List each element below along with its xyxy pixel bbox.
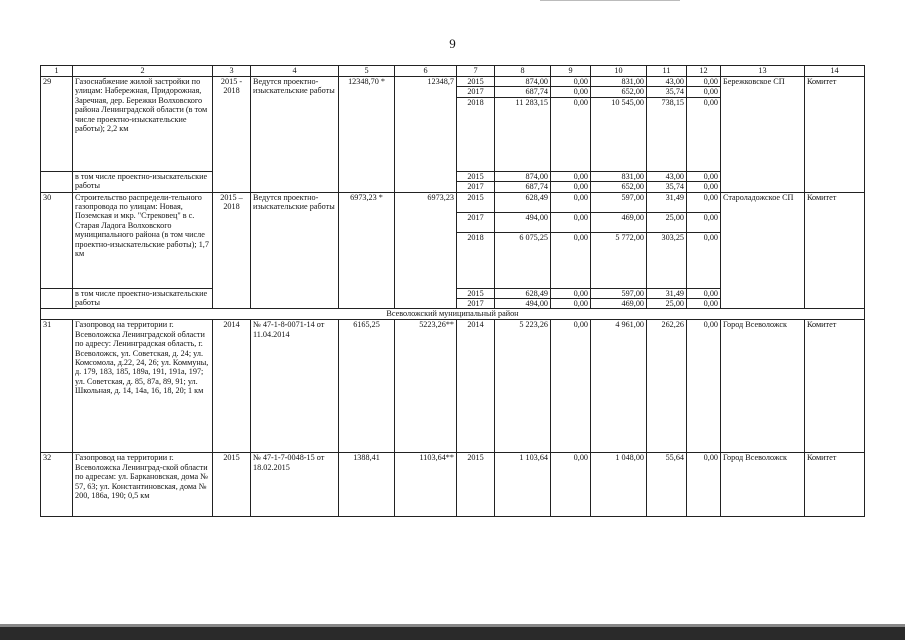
sub-label: в том числе проектно-изыскательские работы	[73, 171, 213, 192]
value-cell: 652,00	[591, 87, 647, 97]
value-cell: 0,00	[687, 212, 721, 232]
value-cell: 597,00	[591, 192, 647, 212]
year-cell: 2015	[457, 192, 495, 212]
cost: 6973,23 *	[339, 192, 395, 309]
value-cell: 1 048,00	[591, 453, 647, 517]
year-cell: 2017	[457, 182, 495, 192]
value-cell: 628,49	[495, 192, 551, 212]
value-cell: 0,00	[551, 288, 591, 298]
value-cell: 494,00	[495, 212, 551, 232]
page-number: 9	[449, 36, 456, 51]
year-cell: 2018	[457, 97, 495, 171]
settlement: Город Всеволожск	[721, 453, 805, 517]
value-cell: 0,00	[687, 299, 721, 309]
status: Ведутся проектно-изыскательские работы	[251, 77, 339, 193]
object-name: Газоснабжение жилой застройки по улицам: Набережная, Придорожная, Заречная, дер. Бережки Волховского района Ленинградской области (в том числе проектно-изыскательские работы); 2,2 км	[73, 77, 213, 172]
object-name: Газопровод на территории г. Всеволожска Ленинградской области по адресу: Ленинградская область, г. Всеволожск, ул. Советская, д. 24; ул. Комсомола, д.22, 24, 26; ул. Коммуны, д. 179, 183, 185, 189а, 191, 191а, 197; ул. Советская, д. 85, 87а, 89, 91; ул. Школьная, д. 14, 14а, 16, 18, 20; 1 км	[73, 320, 213, 453]
value-cell: 687,74	[495, 182, 551, 192]
value-cell: 0,00	[551, 212, 591, 232]
row-number: 29	[41, 77, 73, 172]
row-number: 30	[41, 192, 73, 288]
scan-artifact-line	[540, 0, 680, 1]
value-cell: 35,74	[647, 182, 687, 192]
value-cell: 0,00	[687, 453, 721, 517]
total: 5223,26**	[395, 320, 457, 453]
value-cell: 0,00	[551, 299, 591, 309]
value-cell: 0,00	[551, 171, 591, 181]
year-cell: 2017	[457, 87, 495, 97]
year-cell: 2015	[457, 171, 495, 181]
year-cell: 2015	[457, 288, 495, 298]
header-row	[41, 66, 865, 77]
value-cell: 738,15	[647, 97, 687, 171]
table-row	[41, 320, 865, 453]
value-cell: 0,00	[551, 87, 591, 97]
value-cell: 0,00	[687, 232, 721, 288]
value-cell: 628,49	[495, 288, 551, 298]
value-cell: 25,00	[647, 299, 687, 309]
region-row	[41, 309, 865, 320]
row-number-empty	[41, 171, 73, 192]
value-cell: 0,00	[551, 453, 591, 517]
value-cell: 0,00	[687, 171, 721, 181]
value-cell: 0,00	[687, 97, 721, 171]
col-header: 4	[251, 66, 339, 77]
total: 6973,23	[395, 192, 457, 309]
value-cell: 0,00	[687, 182, 721, 192]
year-cell: 2017	[457, 299, 495, 309]
value-cell: 687,74	[495, 87, 551, 97]
col-header: 7	[457, 66, 495, 77]
col-header: 12	[687, 66, 721, 77]
cost: 12348,70 *	[339, 77, 395, 193]
value-cell: 0,00	[687, 320, 721, 453]
table-row	[41, 453, 865, 517]
sub-label: в том числе проектно-изыскательские работы	[73, 288, 213, 309]
col-header: 11	[647, 66, 687, 77]
settlement: Город Всеволожск	[721, 320, 805, 453]
col-header: 1	[41, 66, 73, 77]
year-cell: 2015	[457, 453, 495, 517]
col-header: 2	[73, 66, 213, 77]
status: № 47-1-7-0048-15 от 18.02.2015	[251, 453, 339, 517]
value-cell: 652,00	[591, 182, 647, 192]
executor: Комитет	[805, 320, 865, 453]
col-header: 8	[495, 66, 551, 77]
value-cell: 262,26	[647, 320, 687, 453]
value-cell: 874,00	[495, 77, 551, 87]
value-cell: 0,00	[551, 77, 591, 87]
row-number: 32	[41, 453, 73, 517]
value-cell: 0,00	[687, 77, 721, 87]
executor: Комитет	[805, 77, 865, 193]
col-header: 3	[213, 66, 251, 77]
value-cell: 303,25	[647, 232, 687, 288]
value-cell: 35,74	[647, 87, 687, 97]
status: Ведутся проектно-изыскательские работы	[251, 192, 339, 309]
value-cell: 31,49	[647, 192, 687, 212]
value-cell: 1 103,64	[495, 453, 551, 517]
value-cell: 11 283,15	[495, 97, 551, 171]
value-cell: 4 961,00	[591, 320, 647, 453]
col-header: 10	[591, 66, 647, 77]
region-title: Всеволожский муниципальный район	[41, 309, 865, 320]
value-cell: 0,00	[551, 182, 591, 192]
year-cell: 2014	[457, 320, 495, 453]
total: 1103,64**	[395, 453, 457, 517]
value-cell: 0,00	[551, 192, 591, 212]
value-cell: 831,00	[591, 77, 647, 87]
row-number: 31	[41, 320, 73, 453]
year-cell: 2017	[457, 212, 495, 232]
period: 2014	[213, 320, 251, 453]
value-cell: 5 223,26	[495, 320, 551, 453]
period: 2015 – 2018	[213, 192, 251, 309]
period: 2015	[213, 453, 251, 517]
total: 12348,7	[395, 77, 457, 193]
value-cell: 0,00	[551, 320, 591, 453]
value-cell: 43,00	[647, 77, 687, 87]
scan-edge-dark	[0, 627, 905, 640]
table-row	[41, 192, 865, 212]
row-number-empty	[41, 288, 73, 309]
value-cell: 874,00	[495, 171, 551, 181]
cost: 1388,41	[339, 453, 395, 517]
value-cell: 469,00	[591, 212, 647, 232]
object-name: Строительство распредели-тельного газопровода по улицам: Новая, Поземская и мкр. "Стрековец" в с. Старая Ладога Волховского муниципального района (в том числе проектно-изыскательские работы); 1,7 км	[73, 192, 213, 288]
value-cell: 10 545,00	[591, 97, 647, 171]
program-table	[40, 65, 865, 517]
period: 2015 - 2018	[213, 77, 251, 193]
value-cell: 494,00	[495, 299, 551, 309]
cost: 6165,25	[339, 320, 395, 453]
col-header: 13	[721, 66, 805, 77]
value-cell: 0,00	[687, 87, 721, 97]
value-cell: 25,00	[647, 212, 687, 232]
value-cell: 831,00	[591, 171, 647, 181]
year-cell: 2015	[457, 77, 495, 87]
value-cell: 0,00	[551, 232, 591, 288]
executor: Комитет	[805, 192, 865, 309]
value-cell: 0,00	[687, 288, 721, 298]
value-cell: 0,00	[551, 97, 591, 171]
col-header: 9	[551, 66, 591, 77]
value-cell: 6 075,25	[495, 232, 551, 288]
table-row	[41, 77, 865, 87]
value-cell: 597,00	[591, 288, 647, 298]
value-cell: 55,64	[647, 453, 687, 517]
status: № 47-1-8-0071-14 от 11.04.2014	[251, 320, 339, 453]
settlement: Староладожское СП	[721, 192, 805, 309]
year-cell: 2018	[457, 232, 495, 288]
col-header: 14	[805, 66, 865, 77]
value-cell: 43,00	[647, 171, 687, 181]
col-header: 5	[339, 66, 395, 77]
object-name: Газопровод на территории г. Всеволожска Ленинград-ской области по адресам: ул. Баркановская, дома № 57, 63; ул. Константиновская, дома № 200, 186а, 190; 0,5 км	[73, 453, 213, 517]
value-cell: 0,00	[687, 192, 721, 212]
col-header: 6	[395, 66, 457, 77]
value-cell: 469,00	[591, 299, 647, 309]
value-cell: 31,49	[647, 288, 687, 298]
value-cell: 5 772,00	[591, 232, 647, 288]
executor: Комитет	[805, 453, 865, 517]
settlement: Бережковское СП	[721, 77, 805, 193]
